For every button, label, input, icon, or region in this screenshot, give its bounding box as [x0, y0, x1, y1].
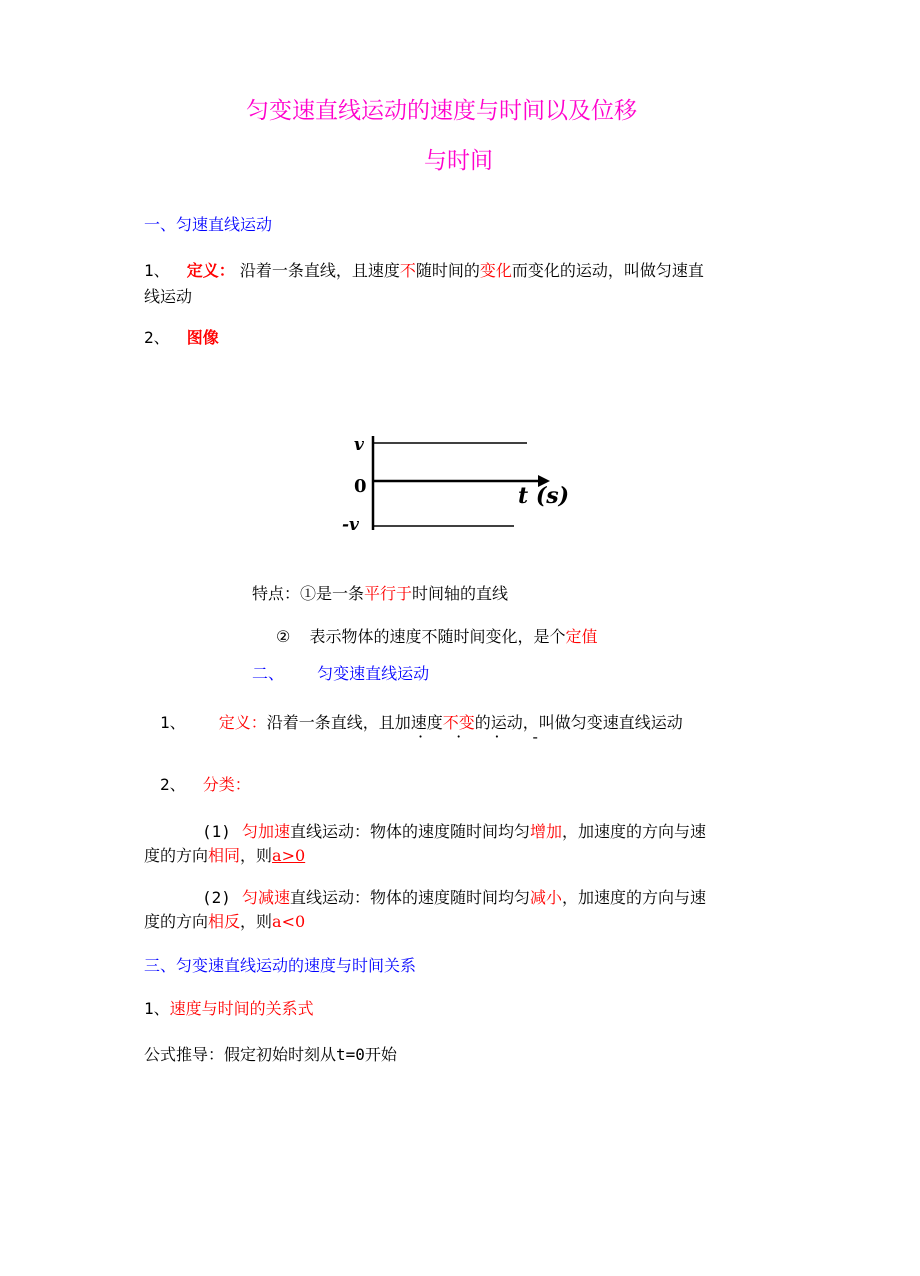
s3-derivation-text-1: 公式推导：假定初始时刻从: [144, 1045, 337, 1064]
s1-feature-2: [276, 624, 597, 647]
s1-item1-text-2: 随时间的: [415, 261, 480, 280]
s2-class1-condition: a>0: [272, 846, 306, 865]
s3-item1-red: 速度与时间的关系式: [169, 999, 314, 1018]
title-line-1: 匀变速直线运动的速度与时间以及位移: [246, 98, 637, 124]
s1-item1-text-1: 沿着一条直线，且速度: [239, 261, 400, 280]
s1-definition-line-2: 线运动: [144, 287, 193, 306]
s2-class1-red-3: 相同: [208, 846, 241, 865]
s3-item1: [144, 996, 314, 1019]
section-2-heading: [252, 661, 429, 684]
title-line-2: 与时间: [424, 148, 493, 174]
s2-class2-num: (2): [202, 888, 231, 907]
s2-class1-text-2: ，加速度的方向与速: [562, 822, 707, 841]
s1-item1-red-2: 变化: [479, 261, 512, 280]
s1-feature-2-text: 表示物体的速度不随时间变化，是个: [309, 627, 566, 646]
s1-item1-text-3: 而变化的运动，叫做匀速直: [511, 261, 704, 280]
s3-derivation-condition: t=0: [336, 1045, 365, 1064]
s2-class1-line-2: [144, 843, 305, 866]
s1-feature-1: [252, 581, 508, 604]
s1-item2-label: 图像: [186, 328, 219, 347]
s1-feature-1-suffix: 时间轴的直线: [412, 584, 509, 603]
s1-definition-line-1: [144, 258, 704, 281]
graph-label-zero: 0: [354, 476, 367, 497]
s2-item1-red: 不变: [442, 713, 475, 732]
s2-item1-num: 1、: [160, 713, 186, 732]
s2-class2-text-2: ，加速度的方向与速: [562, 888, 707, 907]
s2-class2-red-1: 匀减速: [242, 888, 291, 907]
s3-item1-num: 1、: [144, 999, 170, 1018]
s1-item2: [144, 325, 219, 348]
s1-feature-2-red: 定值: [565, 627, 598, 646]
s2-item2-num: 2、: [160, 775, 186, 794]
s1-item2-num: 2、: [144, 328, 170, 347]
velocity-time-graph: [340, 430, 590, 540]
s2-class2-condition: a<0: [272, 912, 306, 931]
s2-emphasis-dots: · · · -: [418, 732, 552, 744]
section-3-heading: 三、匀变速直线运动的速度与时间关系: [144, 956, 417, 975]
s2-class1-red-1: 匀加速: [242, 822, 291, 841]
graph-label-neg-v: -v: [342, 515, 359, 535]
s2-class2-line-2: [144, 909, 305, 932]
s2-item2-label: 分类：: [202, 775, 251, 794]
s2-class2-line-1: [202, 885, 706, 908]
section-2-heading-num: 二、: [252, 664, 285, 683]
graph-axis-label: t (s): [518, 483, 570, 509]
s1-feature-1-red: 平行于: [364, 584, 413, 603]
s3-derivation-text-2: 开始: [364, 1045, 397, 1064]
section-2-heading-text: 匀变速直线运动: [317, 664, 430, 683]
s2-item2: [160, 772, 251, 795]
section-1-heading: 一、匀速直线运动: [144, 215, 273, 234]
s2-class2-red-3: 相反: [208, 912, 241, 931]
s2-item1-text-2: 的运动，叫做匀变速直线运动: [474, 713, 683, 732]
graph-label-v: v: [354, 435, 364, 455]
s2-item1-label: 定义：: [218, 713, 267, 732]
s1-feature-1-prefix: 特点：①是一条: [252, 584, 365, 603]
s2-class2-red-2: 减小: [530, 888, 563, 907]
s1-feature-2-circle: ②: [276, 627, 291, 646]
s2-class2-l2a: 度的方向: [144, 912, 209, 931]
s3-derivation: [144, 1042, 397, 1065]
s2-class1-l2b: ，则: [240, 846, 273, 865]
s2-class1-line-1: [202, 819, 706, 842]
s2-class1-num: (1): [202, 822, 231, 841]
s1-item1-label: 定义：: [186, 261, 235, 280]
s2-class1-text-1: 直线运动：物体的速度随时间均匀: [290, 822, 531, 841]
s2-class1-l2a: 度的方向: [144, 846, 209, 865]
s1-item1-red-1: 不: [399, 261, 416, 280]
s1-item1-num: 1、: [144, 261, 170, 280]
s2-item1-text-1: 沿着一条直线，且加速度: [266, 713, 443, 732]
s2-class2-text-1: 直线运动：物体的速度随时间均匀: [290, 888, 531, 907]
s2-class1-red-2: 增加: [530, 822, 563, 841]
s2-class2-l2b: ，则: [240, 912, 273, 931]
s2-definition: [160, 710, 683, 733]
